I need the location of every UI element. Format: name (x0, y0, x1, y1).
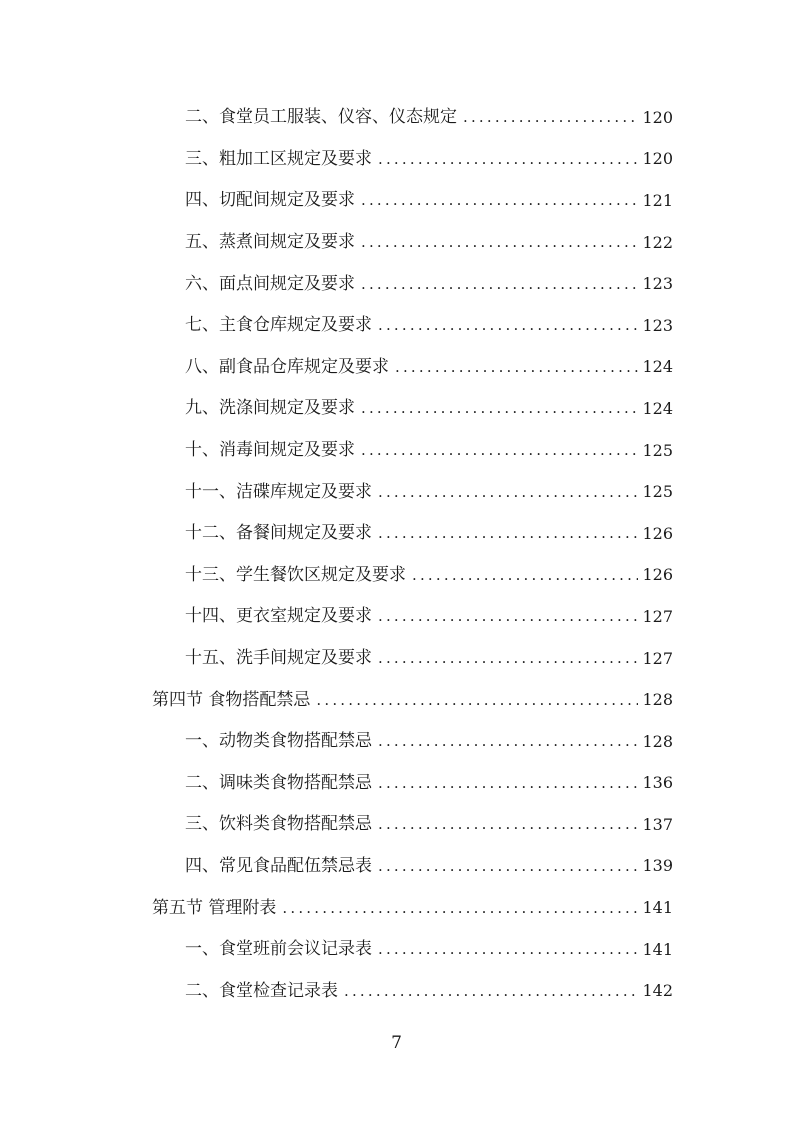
toc-entry-page: 123 (642, 315, 673, 335)
toc-entry-title: 十四、更衣室规定及要求 (185, 606, 372, 627)
toc-entry-page: 124 (642, 398, 673, 418)
toc-entry[interactable] (0, 555, 673, 597)
toc-section-title: 第四节 食物搭配禁忌 (152, 689, 311, 710)
toc-dot-leader (378, 859, 638, 874)
toc-entry-title: 十二、备餐间规定及要求 (185, 523, 372, 544)
toc-entry[interactable] (0, 929, 673, 971)
toc-dot-leader (378, 152, 638, 167)
toc-entry-page: 124 (642, 357, 673, 377)
toc-dot-leader (378, 776, 638, 791)
toc-dot-leader (344, 984, 638, 999)
toc-entry-title: 十五、洗手间规定及要求 (185, 648, 372, 669)
toc-entry-title: 四、切配间规定及要求 (185, 190, 355, 211)
toc-section-heading[interactable] (0, 887, 673, 929)
toc-entry[interactable] (0, 970, 673, 1012)
toc-section-heading[interactable] (0, 679, 673, 721)
toc-entry[interactable] (0, 222, 673, 264)
toc-entry-page: 136 (642, 773, 673, 793)
toc-entry[interactable] (0, 471, 673, 513)
toc-section-title: 第五节 管理附表 (152, 897, 277, 918)
toc-dot-leader (282, 901, 638, 916)
toc-entry-title: 二、食堂检查记录表 (185, 980, 338, 1001)
toc-entry[interactable] (0, 305, 673, 347)
toc-entry[interactable] (0, 430, 673, 472)
toc-dot-leader (378, 318, 638, 333)
toc-entry-page: 127 (642, 648, 673, 668)
toc-entry-title: 六、面点间规定及要求 (185, 273, 355, 294)
toc-entry[interactable] (0, 388, 673, 430)
toc-entry-title: 七、主食仓库规定及要求 (185, 315, 372, 336)
toc-entry-page: 128 (642, 690, 673, 710)
toc-entry-title: 十三、学生餐饮区规定及要求 (185, 564, 406, 585)
toc-dot-leader (412, 568, 638, 583)
toc-dot-leader (378, 609, 638, 624)
table-of-contents (0, 97, 793, 1012)
toc-dot-leader (378, 526, 638, 541)
toc-entry-page: 122 (642, 232, 673, 252)
toc-entry[interactable] (0, 638, 673, 680)
toc-entry-page: 128 (642, 731, 673, 751)
toc-entry[interactable] (0, 763, 673, 805)
page-number: 7 (391, 1033, 402, 1053)
toc-dot-leader (378, 942, 638, 957)
toc-entry[interactable] (0, 180, 673, 222)
toc-dot-leader (361, 401, 638, 416)
toc-entry-title: 十、消毒间规定及要求 (185, 440, 355, 461)
toc-entry-title: 八、副食品仓库规定及要求 (185, 356, 389, 377)
toc-dot-leader (316, 693, 638, 708)
toc-entry-page: 126 (642, 523, 673, 543)
toc-dot-leader (361, 235, 638, 250)
toc-entry-page: 137 (642, 814, 673, 834)
toc-entry-page: 127 (642, 606, 673, 626)
toc-entry-page: 121 (642, 190, 673, 210)
toc-entry[interactable] (0, 139, 673, 181)
toc-entry[interactable] (0, 513, 673, 555)
toc-entry[interactable] (0, 347, 673, 389)
toc-entry-page: 142 (642, 981, 673, 1001)
toc-dot-leader (361, 277, 638, 292)
toc-entry[interactable] (0, 721, 673, 763)
toc-entry-title: 十一、洁碟库规定及要求 (185, 481, 372, 502)
toc-dot-leader (395, 360, 638, 375)
toc-dot-leader (361, 193, 638, 208)
toc-entry-title: 一、动物类食物搭配禁忌 (185, 731, 372, 752)
toc-entry-title: 五、蒸煮间规定及要求 (185, 232, 355, 253)
toc-dot-leader (378, 651, 638, 666)
toc-entry-page: 125 (642, 482, 673, 502)
toc-entry-page: 120 (642, 149, 673, 169)
toc-entry-page: 139 (642, 856, 673, 876)
toc-dot-leader (361, 443, 638, 458)
toc-entry-title: 二、食堂员工服装、仪容、仪态规定 (185, 107, 457, 128)
toc-entry[interactable] (0, 804, 673, 846)
toc-entry-page: 123 (642, 274, 673, 294)
toc-entry-title: 四、常见食品配伍禁忌表 (185, 855, 372, 876)
toc-entry[interactable] (0, 596, 673, 638)
toc-dot-leader (378, 485, 638, 500)
toc-entry-page: 141 (642, 939, 673, 959)
toc-dot-leader (463, 110, 638, 125)
toc-entry-title: 三、饮料类食物搭配禁忌 (185, 814, 372, 835)
toc-entry-page: 126 (642, 565, 673, 585)
toc-dot-leader (378, 817, 638, 832)
toc-entry-page: 141 (642, 898, 673, 918)
toc-entry-title: 三、粗加工区规定及要求 (185, 148, 372, 169)
toc-entry[interactable] (0, 97, 673, 139)
toc-entry[interactable] (0, 846, 673, 888)
toc-entry-title: 九、洗涤间规定及要求 (185, 398, 355, 419)
toc-entry-page: 120 (642, 107, 673, 127)
toc-entry-page: 125 (642, 440, 673, 460)
toc-entry[interactable] (0, 263, 673, 305)
toc-dot-leader (378, 734, 638, 749)
toc-entry-title: 一、食堂班前会议记录表 (185, 939, 372, 960)
toc-entry-title: 二、调味类食物搭配禁忌 (185, 772, 372, 793)
